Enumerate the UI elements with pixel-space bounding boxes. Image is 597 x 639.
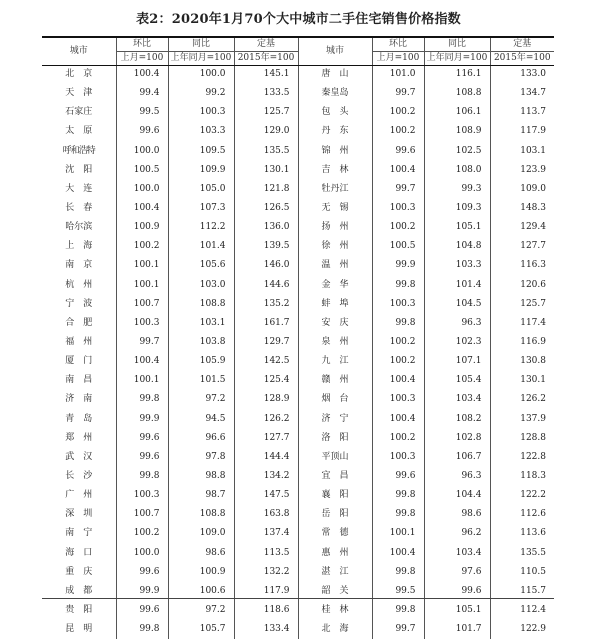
city-cell: 襄阳	[298, 486, 372, 505]
table-row	[42, 276, 554, 295]
mom-cell: 99.6	[116, 448, 168, 467]
yoy-cell: 105.7	[168, 620, 234, 639]
mom-cell: 100.2	[372, 103, 424, 122]
city-cell: 温州	[298, 256, 372, 275]
mom-cell: 99.5	[372, 582, 424, 601]
mom-cell: 100.2	[372, 218, 424, 237]
yoy-cell: 99.2	[168, 84, 234, 103]
base-cell: 133.0	[490, 65, 554, 84]
base-cell: 122.8	[490, 448, 554, 467]
city-cell: 贵阳	[65, 605, 102, 615]
base-cell: 110.5	[490, 563, 554, 582]
yoy-cell: 102.8	[424, 429, 490, 448]
city-cell: 广州	[65, 490, 102, 501]
yoy-cell: 105.4	[424, 371, 490, 390]
base-cell: 125.7	[234, 103, 298, 122]
city-cell: 桂林	[298, 601, 372, 620]
mom-cell: 99.6	[116, 601, 168, 620]
yoy-cell: 108.0	[424, 161, 490, 180]
mom-cell: 100.4	[372, 410, 424, 429]
base-cell: 135.5	[490, 544, 554, 563]
table-row	[42, 352, 554, 371]
yoy-cell: 103.1	[168, 314, 234, 333]
base-cell: 112.4	[490, 601, 554, 620]
table-row	[42, 371, 554, 390]
city-cell: 成都	[65, 585, 102, 596]
city-cell: 南宁	[65, 528, 102, 539]
mom-cell: 100.7	[116, 505, 168, 524]
city-cell: 丹东	[298, 122, 372, 141]
mom-cell: 99.8	[372, 505, 424, 524]
mom-cell: 100.4	[116, 199, 168, 218]
mom-cell: 100.4	[372, 544, 424, 563]
yoy-cell: 107.3	[168, 199, 234, 218]
yoy-cell: 108.8	[424, 84, 490, 103]
yoy-cell: 103.3	[168, 122, 234, 141]
yoy-cell: 101.4	[168, 237, 234, 256]
mom-cell: 100.3	[372, 390, 424, 409]
base-cell: 116.9	[490, 333, 554, 352]
header-city-left: 城市	[42, 37, 116, 65]
mom-cell: 99.8	[116, 467, 168, 486]
mom-cell: 100.2	[372, 333, 424, 352]
city-cell: 蚌埠	[298, 295, 372, 314]
mom-cell: 100.1	[116, 276, 168, 295]
base-cell: 125.4	[234, 371, 298, 390]
header-city-right: 城市	[298, 37, 372, 65]
base-cell: 109.0	[490, 180, 554, 199]
subheader-yoy-right: 上年同月=100	[424, 51, 490, 65]
yoy-cell: 108.2	[424, 410, 490, 429]
mom-cell: 100.4	[372, 371, 424, 390]
base-cell: 134.7	[490, 84, 554, 103]
base-cell: 122.9	[490, 620, 554, 639]
yoy-cell: 103.4	[424, 544, 490, 563]
yoy-cell: 100.3	[168, 103, 234, 122]
city-cell: 郑州	[65, 432, 102, 443]
yoy-cell: 106.1	[424, 103, 490, 122]
city-cell: 徐州	[298, 237, 372, 256]
city-cell: 岳阳	[298, 505, 372, 524]
mom-cell: 100.7	[116, 295, 168, 314]
base-cell: 125.7	[490, 295, 554, 314]
mom-cell: 100.3	[116, 486, 168, 505]
city-cell: 泉州	[298, 333, 372, 352]
city-cell: 惠州	[298, 544, 372, 563]
base-cell: 163.8	[234, 505, 298, 524]
yoy-cell: 109.3	[424, 199, 490, 218]
yoy-cell: 108.8	[168, 505, 234, 524]
city-cell: 上海	[65, 241, 102, 252]
mom-cell: 99.7	[372, 620, 424, 639]
city-cell: 北海	[298, 620, 372, 639]
mom-cell: 99.8	[372, 601, 424, 620]
base-cell: 146.0	[234, 256, 298, 275]
mom-cell: 99.8	[116, 390, 168, 409]
mom-cell: 100.2	[372, 122, 424, 141]
city-cell: 包头	[298, 103, 372, 122]
table-body	[42, 65, 554, 639]
header-base-left: 定基	[234, 37, 298, 51]
yoy-cell: 98.8	[168, 467, 234, 486]
base-cell: 129.4	[490, 218, 554, 237]
base-cell: 145.1	[234, 65, 298, 84]
table-row	[42, 180, 554, 199]
yoy-cell: 103.0	[168, 276, 234, 295]
base-cell: 135.5	[234, 142, 298, 161]
yoy-cell: 116.1	[424, 65, 490, 84]
mom-cell: 100.5	[372, 237, 424, 256]
yoy-cell: 102.5	[424, 142, 490, 161]
mom-cell: 100.0	[116, 142, 168, 161]
yoy-cell: 108.9	[424, 122, 490, 141]
mom-cell: 99.6	[116, 429, 168, 448]
city-cell: 洛阳	[298, 429, 372, 448]
mom-cell: 99.8	[116, 620, 168, 639]
mom-cell: 100.0	[116, 544, 168, 563]
yoy-cell: 107.1	[424, 352, 490, 371]
mom-cell: 100.2	[372, 429, 424, 448]
subheader-mom-right: 上月=100	[372, 51, 424, 65]
yoy-cell: 99.6	[424, 582, 490, 601]
table-row	[42, 524, 554, 543]
base-cell: 130.1	[234, 161, 298, 180]
table-row	[42, 410, 554, 429]
table-row	[42, 218, 554, 237]
base-cell: 122.2	[490, 486, 554, 505]
table-row	[42, 103, 554, 122]
subheader-base-right: 2015年=100	[490, 51, 554, 65]
base-cell: 137.4	[234, 524, 298, 543]
yoy-cell: 96.2	[424, 524, 490, 543]
base-cell: 118.3	[490, 467, 554, 486]
mom-cell: 100.5	[116, 161, 168, 180]
base-cell: 117.9	[234, 582, 298, 601]
base-cell: 123.9	[490, 161, 554, 180]
city-cell: 沈阳	[65, 164, 102, 175]
city-cell: 无锡	[298, 199, 372, 218]
table-row	[42, 505, 554, 524]
city-cell: 烟台	[298, 390, 372, 409]
yoy-cell: 105.9	[168, 352, 234, 371]
yoy-cell: 108.8	[168, 295, 234, 314]
table-row	[42, 333, 554, 352]
table-row	[42, 256, 554, 275]
table-row	[42, 390, 554, 409]
table-row	[42, 65, 554, 84]
page-title: 表2：2020年1月70个大中城市二手住宅销售价格指数	[136, 12, 461, 27]
city-cell: 大连	[65, 183, 102, 194]
base-cell: 120.6	[490, 276, 554, 295]
mom-cell: 99.7	[372, 84, 424, 103]
city-cell: 宜昌	[298, 467, 372, 486]
base-cell: 130.8	[490, 352, 554, 371]
base-cell: 113.7	[490, 103, 554, 122]
base-cell: 133.5	[234, 84, 298, 103]
yoy-cell: 98.6	[168, 544, 234, 563]
table-row	[42, 486, 554, 505]
mom-cell: 100.2	[116, 237, 168, 256]
table-row	[42, 429, 554, 448]
table-row	[42, 122, 554, 141]
mom-cell: 100.1	[372, 524, 424, 543]
yoy-cell: 109.0	[168, 524, 234, 543]
data-table	[42, 36, 554, 639]
mom-cell: 99.8	[372, 563, 424, 582]
yoy-cell: 109.5	[168, 142, 234, 161]
yoy-cell: 100.6	[168, 582, 234, 601]
base-cell: 136.0	[234, 218, 298, 237]
header-mom-left: 环比	[116, 37, 168, 51]
mom-cell: 99.7	[372, 180, 424, 199]
city-cell: 济宁	[298, 410, 372, 429]
table-row	[42, 563, 554, 582]
yoy-cell: 105.6	[168, 256, 234, 275]
yoy-cell: 97.6	[424, 563, 490, 582]
yoy-cell: 100.9	[168, 563, 234, 582]
yoy-cell: 94.5	[168, 410, 234, 429]
base-cell: 128.9	[234, 390, 298, 409]
base-cell: 126.2	[234, 410, 298, 429]
base-cell: 132.2	[234, 563, 298, 582]
table-row	[42, 295, 554, 314]
table-row	[42, 620, 554, 639]
table-row	[42, 314, 554, 333]
yoy-cell: 97.2	[168, 390, 234, 409]
base-cell: 161.7	[234, 314, 298, 333]
subheader-base-left: 2015年=100	[234, 51, 298, 65]
mom-cell: 100.4	[372, 161, 424, 180]
city-cell: 石家庄	[65, 107, 93, 118]
yoy-cell: 104.4	[424, 486, 490, 505]
city-cell: 合肥	[65, 317, 102, 328]
city-cell: 哈尔滨	[65, 222, 93, 233]
city-cell: 唐山	[298, 65, 372, 84]
mom-cell: 100.4	[116, 352, 168, 371]
yoy-cell: 105.1	[424, 218, 490, 237]
mom-cell: 99.9	[116, 410, 168, 429]
base-cell: 118.6	[234, 601, 298, 620]
city-cell: 青岛	[65, 413, 102, 424]
subheader-yoy-left: 上年同月=100	[168, 51, 234, 65]
mom-cell: 99.6	[116, 122, 168, 141]
header-base-right: 定基	[490, 37, 554, 51]
table-header	[42, 37, 554, 65]
yoy-cell: 104.8	[424, 237, 490, 256]
base-cell: 129.7	[234, 333, 298, 352]
city-cell: 九江	[298, 352, 372, 371]
base-cell: 126.5	[234, 199, 298, 218]
base-cell: 112.6	[490, 505, 554, 524]
table-row	[42, 544, 554, 563]
city-cell: 金华	[298, 276, 372, 295]
city-cell: 赣州	[298, 371, 372, 390]
mom-cell: 99.7	[116, 333, 168, 352]
base-cell: 135.2	[234, 295, 298, 314]
table-row	[42, 237, 554, 256]
city-cell: 南昌	[65, 375, 102, 386]
mom-cell: 100.3	[372, 295, 424, 314]
city-cell: 韶关	[298, 582, 372, 601]
city-cell: 宁波	[65, 298, 102, 309]
base-cell: 144.6	[234, 276, 298, 295]
table-row	[42, 467, 554, 486]
city-cell: 长沙	[65, 471, 102, 482]
yoy-cell: 103.4	[424, 390, 490, 409]
city-cell: 吉林	[298, 161, 372, 180]
price-index-table	[42, 36, 554, 639]
yoy-cell: 105.1	[424, 601, 490, 620]
city-cell: 天津	[65, 88, 102, 99]
base-cell: 144.4	[234, 448, 298, 467]
city-cell: 北京	[65, 69, 102, 80]
base-cell: 117.9	[490, 122, 554, 141]
mom-cell: 100.3	[116, 314, 168, 333]
table-row	[42, 142, 554, 161]
base-cell: 115.7	[490, 582, 554, 601]
mom-cell: 100.2	[116, 524, 168, 543]
city-cell: 深圳	[65, 509, 102, 520]
yoy-cell: 103.3	[424, 256, 490, 275]
base-cell: 137.9	[490, 410, 554, 429]
mom-cell: 100.1	[116, 256, 168, 275]
yoy-cell: 112.2	[168, 218, 234, 237]
yoy-cell: 106.7	[424, 448, 490, 467]
city-cell: 济南	[65, 394, 102, 405]
yoy-cell: 97.8	[168, 448, 234, 467]
base-cell: 130.1	[490, 371, 554, 390]
city-cell: 福州	[65, 337, 102, 348]
mom-cell: 99.6	[372, 467, 424, 486]
mom-cell: 99.4	[116, 84, 168, 103]
base-cell: 103.1	[490, 142, 554, 161]
yoy-cell: 109.9	[168, 161, 234, 180]
mom-cell: 100.1	[116, 371, 168, 390]
base-cell: 147.5	[234, 486, 298, 505]
city-cell: 安庆	[298, 314, 372, 333]
yoy-cell: 102.3	[424, 333, 490, 352]
yoy-cell: 99.3	[424, 180, 490, 199]
mom-cell: 100.3	[372, 448, 424, 467]
city-cell: 武汉	[65, 451, 102, 462]
mom-cell: 99.8	[372, 486, 424, 505]
city-cell: 长春	[65, 203, 102, 214]
base-cell: 139.5	[234, 237, 298, 256]
yoy-cell: 96.6	[168, 429, 234, 448]
city-cell: 南京	[65, 260, 102, 271]
city-cell: 昆明	[65, 624, 102, 635]
mom-cell: 99.9	[116, 582, 168, 601]
header-yoy-right: 同比	[424, 37, 490, 51]
mom-cell: 99.8	[372, 314, 424, 333]
mom-cell: 100.2	[372, 352, 424, 371]
mom-cell: 99.9	[372, 256, 424, 275]
yoy-cell: 101.4	[424, 276, 490, 295]
mom-cell: 99.5	[116, 103, 168, 122]
mom-cell: 99.6	[372, 142, 424, 161]
base-cell: 121.8	[234, 180, 298, 199]
yoy-cell: 96.3	[424, 314, 490, 333]
city-cell: 太原	[65, 126, 102, 137]
base-cell: 116.3	[490, 256, 554, 275]
table-row	[42, 199, 554, 218]
yoy-cell: 101.5	[168, 371, 234, 390]
base-cell: 128.8	[490, 429, 554, 448]
header-yoy-left: 同比	[168, 37, 234, 51]
mom-cell: 100.0	[116, 180, 168, 199]
city-cell: 杭州	[65, 279, 102, 290]
yoy-cell: 98.6	[424, 505, 490, 524]
table-row	[42, 161, 554, 180]
table-bottom-rule	[42, 598, 554, 599]
base-cell: 133.4	[234, 620, 298, 639]
yoy-cell: 100.0	[168, 65, 234, 84]
table-row	[42, 448, 554, 467]
subheader-mom-left: 上月=100	[116, 51, 168, 65]
base-cell: 129.0	[234, 122, 298, 141]
city-cell: 秦皇岛	[298, 84, 372, 103]
city-cell: 重庆	[65, 566, 102, 577]
yoy-cell: 105.0	[168, 180, 234, 199]
base-cell: 127.7	[490, 237, 554, 256]
city-cell: 海口	[65, 547, 102, 558]
city-cell: 牡丹江	[298, 180, 372, 199]
mom-cell: 100.9	[116, 218, 168, 237]
city-cell: 锦州	[298, 142, 372, 161]
city-cell: 厦门	[65, 356, 102, 367]
mom-cell: 99.6	[116, 563, 168, 582]
city-cell: 湛江	[298, 563, 372, 582]
mom-cell: 101.0	[372, 65, 424, 84]
city-cell: 常德	[298, 524, 372, 543]
yoy-cell: 104.5	[424, 295, 490, 314]
yoy-cell: 96.3	[424, 467, 490, 486]
yoy-cell: 98.7	[168, 486, 234, 505]
mom-cell: 100.3	[372, 199, 424, 218]
city-cell: 平顶山	[298, 448, 372, 467]
table-row	[42, 84, 554, 103]
base-cell: 113.6	[490, 524, 554, 543]
base-cell: 127.7	[234, 429, 298, 448]
base-cell: 142.5	[234, 352, 298, 371]
mom-cell: 99.8	[372, 276, 424, 295]
yoy-cell: 97.2	[168, 601, 234, 620]
header-mom-right: 环比	[372, 37, 424, 51]
mom-cell: 100.4	[116, 65, 168, 84]
base-cell: 148.3	[490, 199, 554, 218]
yoy-cell: 101.7	[424, 620, 490, 639]
city-cell: 呼和浩特	[62, 145, 95, 156]
base-cell: 126.2	[490, 390, 554, 409]
base-cell: 134.2	[234, 467, 298, 486]
yoy-cell: 103.8	[168, 333, 234, 352]
base-cell: 117.4	[490, 314, 554, 333]
base-cell: 113.5	[234, 544, 298, 563]
city-cell: 扬州	[298, 218, 372, 237]
